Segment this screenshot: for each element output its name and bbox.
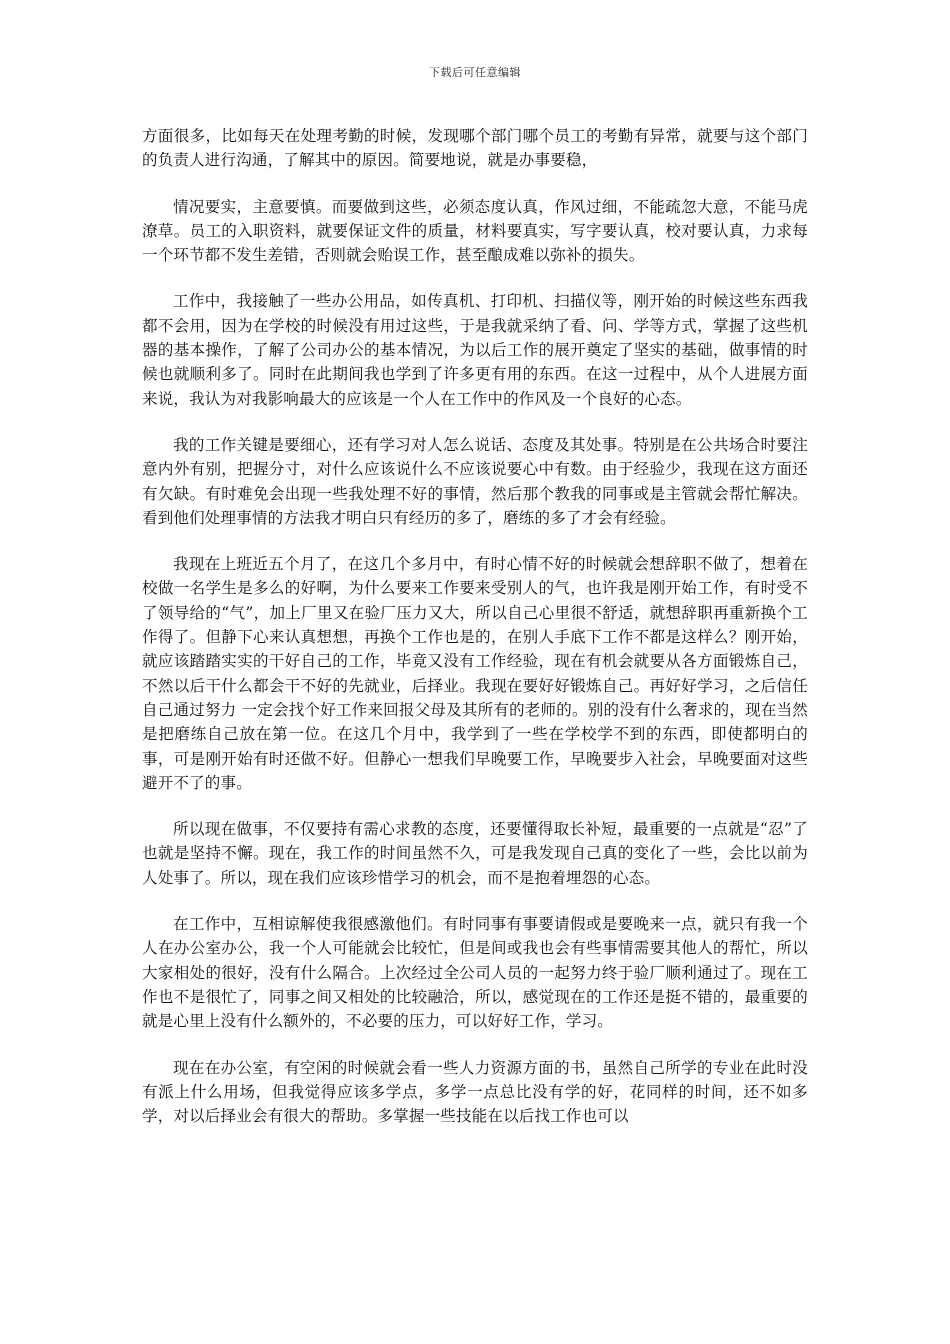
paragraph: 在工作中，互相谅解使我很感激他们。有时同事有事要请假或是要晚来一点，就只有我一个人在办公室办公，我一个人可能就会比较忙，但是间或我也会有些事情需要其他人的帮忙，所以大家相处的很好，没有什么隔合。上次经过全公司人员的一起努力终于验厂顺利通过了。现在工作也不是很忙了，同事之间又相处的比较融洽，所以，感觉现在的工作还是挺不错的，最重要的就是心里上没有什么额外的，不必要的压力，可以好好工作，学习。 [142, 915, 808, 1031]
page-header: 下载后可任意编辑 [429, 66, 521, 79]
paragraph: 现在在办公室，有空闲的时候就会看一些人力资源方面的书，虽然自己所学的专业在此时没有派上什么用场，但我觉得应该多学点，多学一点总比没有学的好，花同样的时间，还不如多学，对以后择业会有很大的帮助。多掌握一些技能在以后找工作也可以 [142, 1058, 808, 1126]
paragraph: 工作中，我接触了一些办公用品，如传真机、打印机、扫描仪等，刚开始的时候这些东西我都不会用，因为在学校的时候没有用过这些，于是我就采纳了看、问、学等方式，掌握了这些机器的基本操作，了解了公司办公的基本情况，为以后工作的展开奠定了坚实的基础，做事情的时候也就顺利多了。同时在此期间我也学到了许多更有用的东西。在这一过程中，从个人进展方面来说，我认为对我影响最大的应该是一个人在工作中的作风及一个良好的心态。 [142, 292, 808, 408]
paragraph-continuation: 方面很多，比如每天在处理考勤的时候，发现哪个部门哪个员工的考勤有异常，就要与这个部门的负责人进行沟通，了解其中的原因。简要地说，就是办事要稳， [142, 127, 808, 170]
document-body [142, 124, 808, 1150]
paragraph: 所以现在做事，不仅要持有需心求教的态度，还要懂得取长补短，最重要的一点就是“忍”了也就是坚持不懈。现在，我工作的时间虽然不久，可是我发现自己真的变化了一些，会比以前为人处事了。所以，现在我们应该珍惜学习的机会，而不是抱着埋怨的心态。 [142, 820, 808, 887]
paragraph: 情况要实，主意要慎。而要做到这些，必须态度认真，作风过细，不能疏忽大意，不能马虎潦草。员工的入职资料，就要保证文件的质量，材料要真实，写字要认真，校对要认真，力求每一个环节都不发生差错，否则就会贻误工作，甚至酿成难以弥补的损失。 [142, 197, 808, 265]
paragraph: 我现在上班近五个月了，在这几个多月中，有时心情不好的时候就会想辞职不做了，想着在校做一名学生是多么的好啊，为什么要来工作要来受别人的气，也许我是刚开始工作，有时受不了领导给的“气”，加上厂里又在验厂压力又大，所以自己心里很不舒适，就想辞职再重新换个工作得了。但静下心来认真想想，再换个工作也是的，在别人手底下工作不都是这样么？刚开始，就应该踏踏实实的干好自己的工作，毕竟又没有工作经验，现在有机会就要从各方面锻炼自己，不然以后干什么都会干不好的先就业，后择业。我现在要好好锻炼自己。再好好学习，之后信任自己通过努力 一定会找个好工作来回报父母及其所有的老师的。别的没有什么奢求的，现在当然是把磨练自己放在第一位。在这几个月中，我学到了一些在学校学不到的东西，即使都明白的事，可是刚开始有时还做不好。但静心一想我们早晚要工作，早晚要步入社会，早晚要面对这些避开不了的事。 [142, 555, 808, 792]
paragraph: 我的工作关键是要细心，还有学习对人怎么说话、态度及其处事。特别是在公共场合时要注意内外有别，把握分寸，对什么应该说什么不应该说要心中有数。由于经验少，我现在这方面还有欠缺。有时难免会出现一些我处理不好的事情，然后那个教我的同事或是主管就会帮忙解决。看到他们处理事情的方法我才明白只有经历的多了，磨练的多了才会有经验。 [142, 435, 808, 527]
